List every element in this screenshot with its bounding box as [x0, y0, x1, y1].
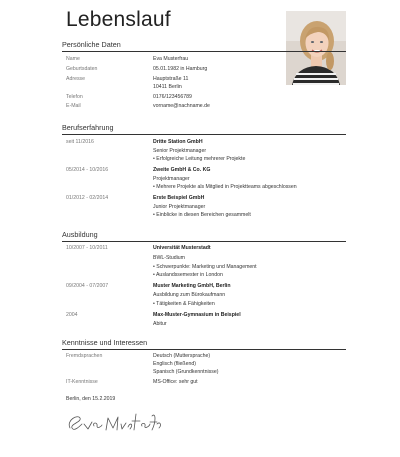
experience-bullet: • Einblicke in diesen Bereichen gesammelt: [153, 212, 251, 218]
section-heading-skills: Kenntnisse und Interessen: [62, 338, 148, 347]
section-rule: [62, 51, 346, 52]
experience-company: Erste Beispiel GmbH: [153, 195, 205, 201]
education-period: 2004: [66, 312, 78, 318]
experience-period: seit 11/2016: [66, 139, 94, 145]
value-address-city: 10411 Berlin: [153, 84, 182, 90]
experience-company: Dritte Station GmbH: [153, 139, 203, 145]
experience-bullet: • Erfolgreiche Leitung mehrerer Projekte: [153, 156, 246, 162]
experience-role: Projektmanager: [153, 176, 190, 182]
value-language: Spanisch (Grundkenntnisse): [153, 369, 219, 375]
label-address: Adresse: [66, 76, 86, 82]
section-heading-experience: Berufserfahrung: [62, 123, 114, 132]
label-languages: Fremdsprachen: [66, 353, 103, 359]
section-heading-education: Ausbildung: [62, 230, 98, 239]
experience-period: 01/2012 - 02/2014: [66, 195, 109, 201]
value-name: Eva Musterfrau: [153, 56, 189, 62]
value-birth: 05.01.1982 in Hamburg: [153, 66, 208, 72]
value-address-street: Hauptstraße 11: [153, 76, 189, 82]
education-bullet: • Schwerpunkte: Marketing und Management: [153, 264, 257, 270]
value-email: vorname@nachname.de: [153, 103, 210, 109]
label-name: Name: [66, 56, 80, 62]
education-detail: Abitur: [153, 321, 167, 327]
experience-role: Junior Projektmanager: [153, 204, 206, 210]
education-school: Max-Muster-Gymnasium in Beispiel: [153, 312, 241, 318]
label-email: E-Mail: [66, 103, 81, 109]
experience-bullet: • Mehrere Projekte als Mitglied in Projektteams abgeschlossen: [153, 184, 297, 190]
value-language: Deutsch (Muttersprache): [153, 353, 211, 359]
label-it-skills: IT-Kenntnisse: [66, 379, 98, 385]
label-phone: Telefon: [66, 94, 83, 100]
education-bullet: • Tätigkeiten & Fähigkeiten: [153, 301, 215, 307]
experience-company: Zweite GmbH & Co. KG: [153, 167, 211, 173]
value-it-skills: MS-Office: sehr gut: [153, 379, 198, 385]
section-rule: [62, 134, 346, 135]
value-language: Englisch (fließend): [153, 361, 196, 367]
handwritten-signature: [64, 410, 164, 441]
experience-period: 05/2014 - 10/2016: [66, 167, 109, 173]
education-period: 09/2004 - 07/2007: [66, 283, 109, 289]
education-detail: BWL-Studium: [153, 255, 185, 261]
education-school: Muster Marketing GmbH, Berlin: [153, 283, 231, 289]
section-rule: [62, 349, 346, 350]
value-phone: 0176/123456789: [153, 94, 192, 100]
place-date: Berlin, den 15.2.2019: [66, 396, 116, 402]
education-bullet: • Auslandssemester in London: [153, 272, 223, 278]
label-birth: Geburtsdaten: [66, 66, 98, 72]
section-rule: [62, 241, 346, 242]
section-heading-personal: Persönliche Daten: [62, 40, 121, 49]
education-period: 10/2007 - 10/2011: [66, 245, 108, 251]
page-title: Lebenslauf: [66, 8, 171, 31]
education-school: Universität Musterstadt: [153, 245, 211, 251]
education-detail: Ausbildung zum Bürokaufmann: [153, 292, 226, 298]
experience-role: Senior Projektmanager: [153, 148, 207, 154]
